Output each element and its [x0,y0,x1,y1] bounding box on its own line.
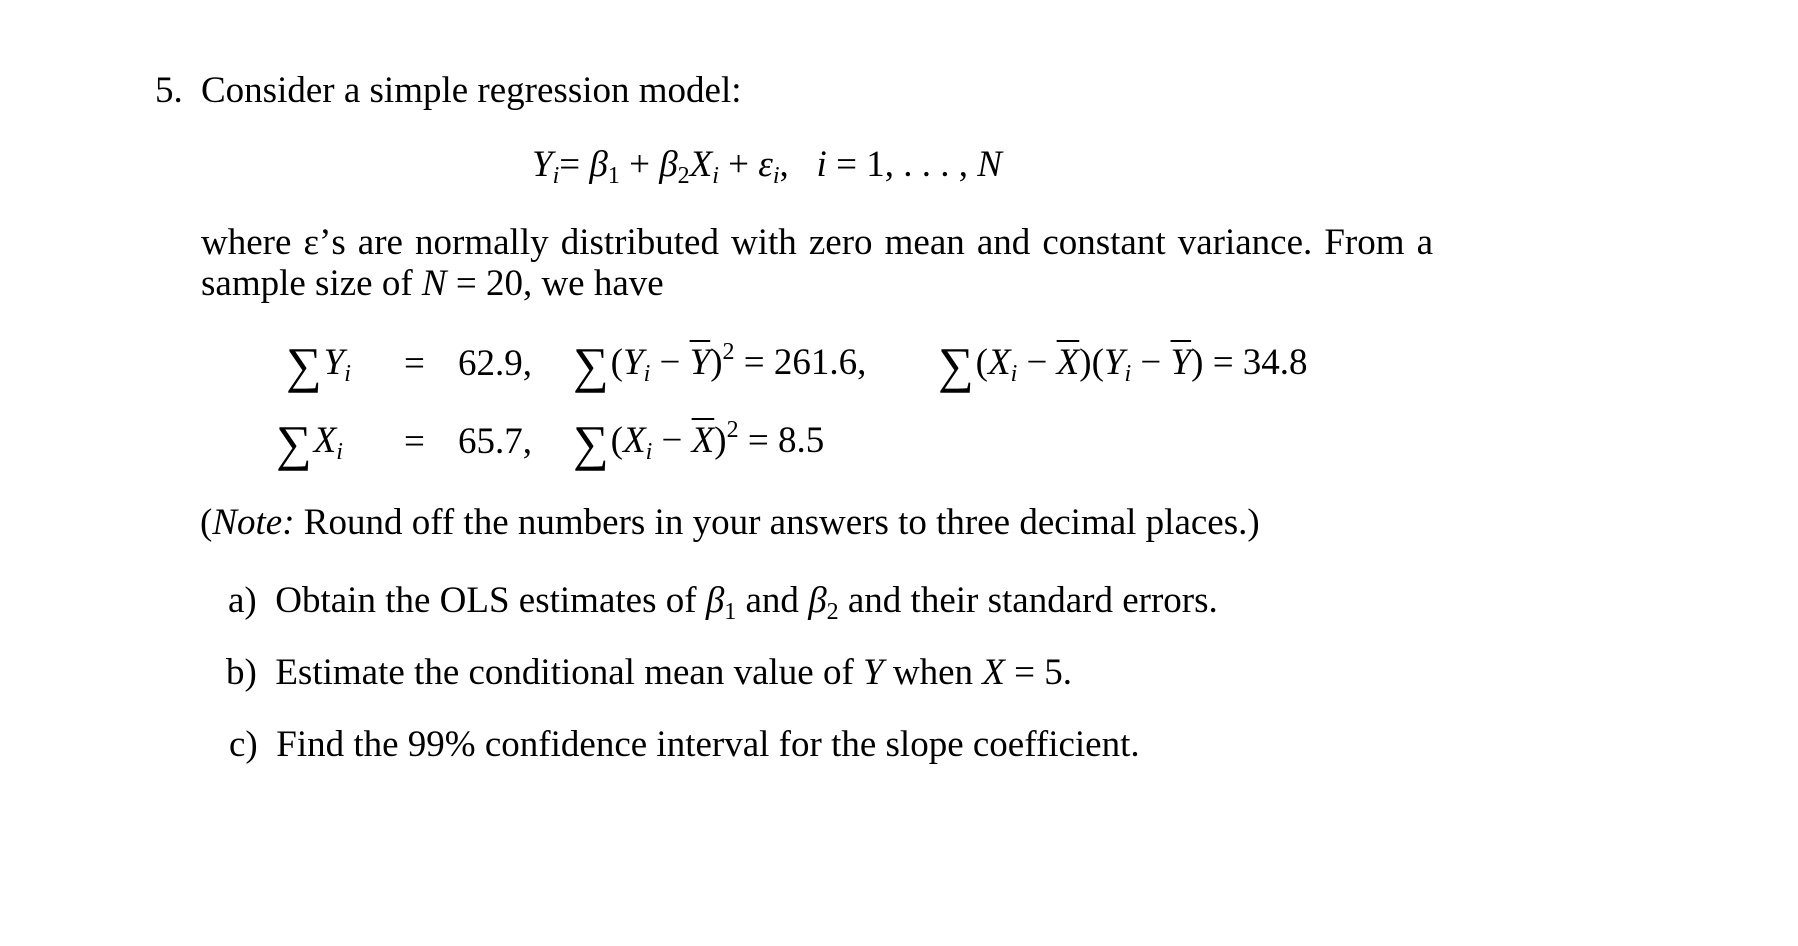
sum-row-2-eq: = [404,421,425,462]
model-token: = 1, . . . , [826,144,978,185]
note-label: Note: [212,502,295,543]
sum-row-2-value: 65.7, [458,421,532,462]
where-text-2b: = 20, we have [446,263,664,304]
model-token: X [689,144,713,185]
model-token: + [619,144,660,185]
part-a-text-a: Obtain the OLS estimates of [275,580,706,621]
model-token: i [712,163,719,189]
note-text: Round off the numbers in your answers to three decimal places.) [294,502,1260,543]
sum-row-1-mid: $\sum(Yi - \overline{Y})^2 = 261.6$, [573,337,867,393]
part-b-text-b: when [883,652,983,693]
part-b-text-c: = 5. [1004,652,1072,693]
sum-r2-mid-val: = 8.5 [747,420,825,461]
sum-row-1-lhs: ∑Yi [286,337,351,393]
part-b-label: b) [226,652,257,693]
part-c-label: c) [229,724,258,765]
model-token: β [589,144,608,185]
model-token: 1 [607,163,620,189]
where-text-1: where ε’s are normally distributed with zero mean and constant variance. From a [201,222,1433,263]
model-token: i [772,163,780,189]
part-b-var-X: X [982,652,1005,693]
model-token: , [779,144,817,185]
part-a [228,582,1218,624]
sum-r1-mid-val: = 261.6, [743,342,867,383]
where-var-N: N [421,263,447,304]
model-token: i [816,144,827,185]
part-c [229,726,1140,763]
part-a-beta1-sub: 1 [724,599,737,625]
part-a-text-c: and their standard errors. [838,580,1218,621]
question-number: 5. [155,70,183,111]
part-c-text: Find the 99% confidence interval for the slope coefficient. [276,724,1140,765]
note-open: ( [200,502,213,543]
part-a-text-b: and [736,580,809,621]
model-token: β [659,144,678,185]
sum-row-1-value: 62.9, [458,343,532,384]
note [200,504,1260,541]
model-lhs-sub: i [552,163,560,189]
question-intro: Consider a simple regression model: [201,70,742,111]
model-rhs [559,144,1002,189]
model-lhs: Y [532,144,553,185]
sum-r2-var: X [313,420,337,461]
part-a-beta1: β [705,580,725,621]
model-token: ε [758,144,773,185]
model-token: 2 [677,163,690,189]
model-equation [532,146,1002,188]
part-b-var-Y: Y [863,652,884,693]
sum-row-2-mid: $\sum(Xi - \overline{X})^2 = 8.5$ [573,415,825,471]
sum-r1-var: Y [323,342,345,383]
where-text-2a: sample size of [201,263,422,304]
part-a-beta2-sub: 2 [826,599,839,625]
sum-r1-sub: i [344,361,351,387]
part-b-text-a: Estimate the conditional mean value of [275,652,864,693]
sum-row-1-eq: = [404,343,425,384]
where-line-2 [201,265,664,302]
model-token: = [559,144,590,185]
sum-r2-sub: i [336,439,343,465]
model-token: N [977,144,1002,185]
part-b [226,654,1072,691]
where-line-1 [201,224,1433,261]
sum-r1-right-val: = 34.8 [1212,342,1308,383]
sum-row-1-right: $\sum(Xi - \overline{X})(Yi - \overline{Y}) = 34.8$ [938,337,1308,393]
part-a-label: a) [228,580,257,621]
sum-row-2-lhs: ∑Xi [276,415,343,471]
model-token: + [718,144,759,185]
part-a-beta2: β [808,580,827,621]
